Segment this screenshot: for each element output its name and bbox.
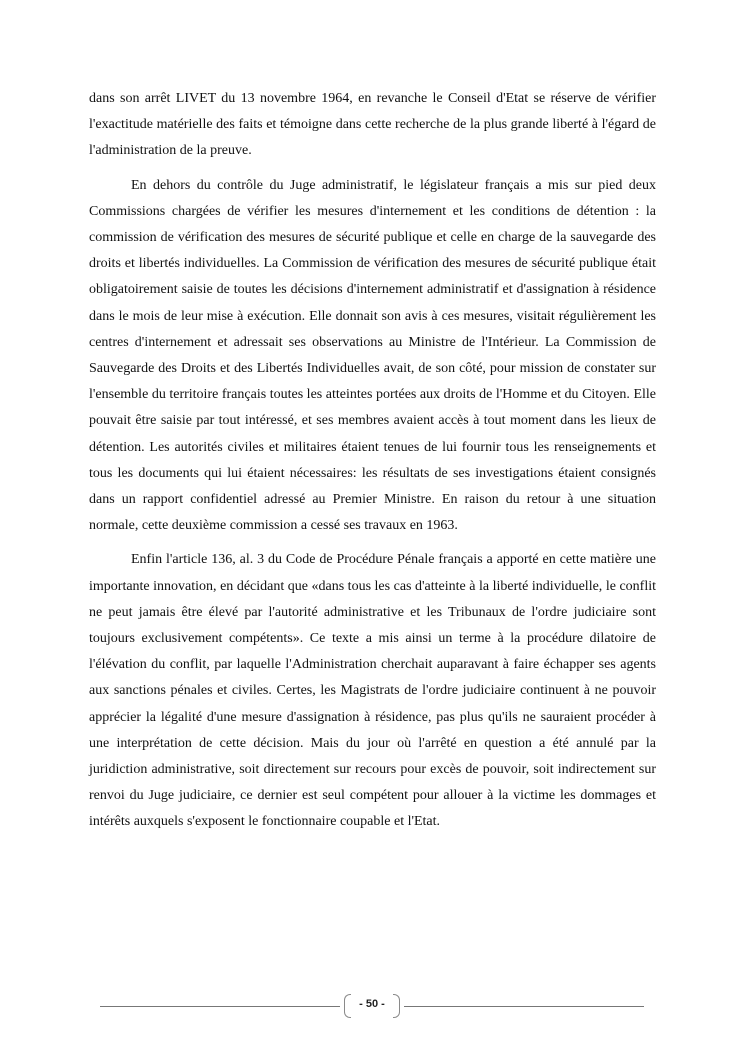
footer-rule-right [404,1006,644,1007]
paragraph-article-136: Enfin l'article 136, al. 3 du Code de Procédure Pénale français a apporté en cette matière une importante innovation, en décidant que «dans tous les cas d'atteinte à la liberté individuelle, le conflit ne peut jamais être élevé par l'autorité administrative et les Tribunaux de l'ordre judiciaire sont toujours exclusivement compétents». Ce texte a mis ainsi un terme à la procédure dilatoire de l'élévation du conflit, par laquelle l'Administration cherchait auparavant à faire échapper ses agents aux sanctions pénales et civiles. Certes, les Magistrats de l'ordre judiciaire continuent à ne pouvoir apprécier la légalité d'une mesure d'assignation à résidence, pas plus qu'ils ne sauraient procéder à une interprétation de cette décision. Mais du jour où l'arrêté en question a été annulé par la juridiction administrative, soit directement sur recours pour excès de pouvoir, soit indirectement sur renvoi du Juge judiciaire, ce dernier est seul compétent pour allouer à la victime les dommages et intérêts auxquels s'exposent le fonctionnaire coupable et l'Etat. [89,552,656,830]
paragraph-continuation: dans son arrêt LIVET du 13 novembre 1964, en revanche le Conseil d'Etat se réserve de vérifier l'exactitude matérielle des faits et témoigne dans cette recherche de la plus grande liberté à l'égard de l'administration de la preuve. [89,91,656,159]
paragraph-commissions: En dehors du contrôle du Juge administratif, le législateur français a mis sur pied deux Commissions chargées de vérifier les mesures d'internement et les conditions de détention : la commission de vérification des mesures de sécurité publique et celle en charge de la sauvegarde des droits et libertés individuelles. La Commission de vérification des mesures de sécurité publique était obligatoirement saisie de toutes les décisions d'internement administratif et d'assignation à résidence dans le mois de leur mise à exécution. Elle donnait son avis à ces mesures, visitait régulièrement les centres d'internement et adressait ses observations au Ministre de l'Intérieur. La Commission de Sauvegarde des Droits et des Libertés Individuelles avait, de son côté, pour mission de constater sur l'ensemble du territoire français toutes les atteintes portées aux droits de l'Homme et du Citoyen. Elle pouvait être saisie par tout intéressé, et ses membres avaient accès à tout moment dans les lieux de détention. Les autorités civiles et militaires étaient tenues de lui fournir tous les renseignements et tous les documents qui lui étaient nécessaires: les résultats de ses investigations étaient consignés dans un rapport confidentiel adressé au Premier Ministre. En raison du retour à une situation normale, cette deuxième commission a cessé ses travaux en 1963. [89,177,656,534]
footer-rule-left [100,1006,340,1007]
page-footer [100,993,644,1021]
footer-bracket-left [344,994,351,1018]
page-number: - 50 - [359,998,385,1010]
body-text [89,86,656,844]
footer-bracket-right [393,994,400,1018]
